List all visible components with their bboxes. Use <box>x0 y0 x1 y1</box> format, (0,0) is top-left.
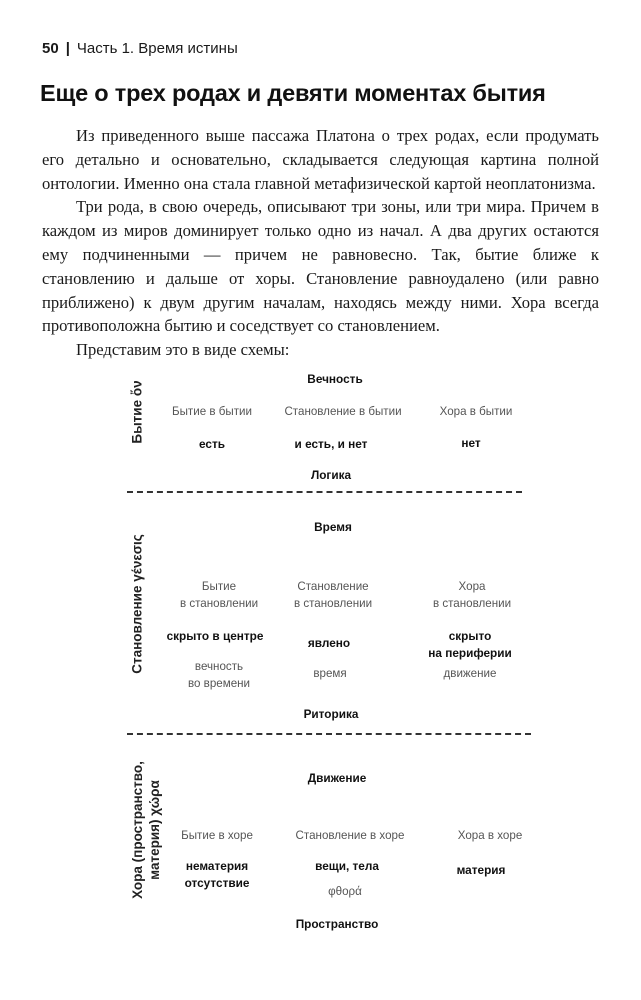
body-text <box>42 124 599 362</box>
cell-state: скрыто в центре <box>166 629 264 643</box>
zone-divider <box>127 491 522 493</box>
page-number: 50 <box>42 40 59 57</box>
zone-label-chora: Хора (пространство, материя) χώρα <box>130 761 162 899</box>
chapter-title: Еще о трех родах и девяти моментах бытия <box>40 80 546 106</box>
zone-top-eternity: Вечность <box>307 372 363 386</box>
header-separator: | <box>65 40 70 57</box>
cell-state: нематерия отсутствие <box>184 859 250 890</box>
paragraph: Три рода, в свою очередь, описывают три зоны, или три мира. Причем в каждом из миров доминирует только одно из начал. А два других остаются ему подчиненными — причем не равновесно. Так, бытие ближе к становлению и дальше от хоры. Становление равноудалено (или равно приближено) к двум другим началам, находясь между ними. Хора всегда противоположна бытию и соседствует со становлением. <box>42 197 599 336</box>
cell-extra: φθορά <box>328 885 362 898</box>
zone-divider <box>127 733 531 735</box>
zone-bottom-rhetoric: Риторика <box>303 707 359 721</box>
cell-extra: вечность во времени <box>187 660 251 690</box>
cell-state: скрыто на периферии <box>428 629 512 660</box>
zone-label-becoming: Становление γένεσις <box>129 534 145 674</box>
cell-title: Хора в становлении <box>432 580 512 610</box>
zone-bottom-space: Пространство <box>295 917 379 931</box>
paragraph: Представим это в виде схемы: <box>76 340 290 360</box>
cell-extra: время <box>313 667 347 680</box>
cell-state: есть <box>199 437 225 451</box>
zone-label-being: Бытие ὄν <box>129 380 145 444</box>
section-title: Часть 1. Время истины <box>76 40 238 57</box>
paragraph: Из приведенного выше пассажа Платона о трех родах, если продумать его детально и основательно, складывается следующая картина полной онтологии. Именно она стала главной метафизической картой неоплатонизма. <box>42 126 599 193</box>
cell-extra: движение <box>443 667 497 680</box>
cell-title: Хора в бытии <box>439 405 513 418</box>
ontology-diagram <box>0 362 641 952</box>
running-head <box>42 40 238 57</box>
cell-state: и есть, и нет <box>294 437 368 451</box>
zone-top-motion: Движение <box>307 771 367 785</box>
cell-state: материя <box>456 863 506 877</box>
cell-title: Становление в хоре <box>295 829 405 842</box>
cell-state: вещи, тела <box>315 859 379 873</box>
cell-title: Становление в бытии <box>284 405 402 418</box>
cell-title: Бытие в бытии <box>171 405 253 418</box>
cell-title: Становление в становлении <box>293 580 373 610</box>
cell-title: Бытие в хоре <box>181 829 253 842</box>
cell-title: Бытие в становлении <box>179 580 259 610</box>
cell-state: нет <box>461 436 481 450</box>
cell-state: явлено <box>307 636 351 650</box>
cell-title: Хора в хоре <box>457 829 523 842</box>
zone-bottom-logic: Логика <box>310 468 352 482</box>
zone-top-time: Время <box>314 520 352 534</box>
